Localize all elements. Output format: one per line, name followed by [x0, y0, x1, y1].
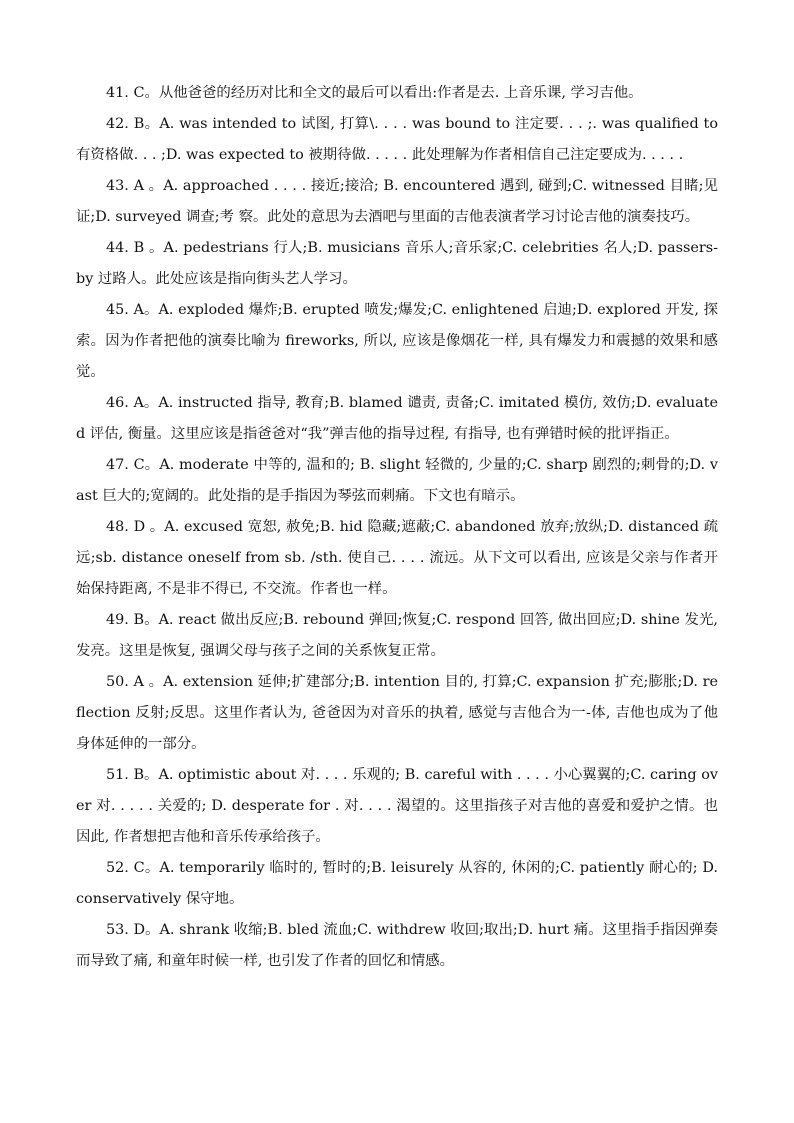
answer-52: 52. C。A. temporarily 临时的, 暂时的;B. leisurely 从容的, 休闲的;C. patiently 耐心的; D. conservatively 保守地。 — [76, 860, 718, 907]
answer-53: 53. D。A. shrank 收缩;B. bled 流血;C. withdrew 收回;取出;D. hurt 痛。这里指手指因弹奏而导致了痛, 和童年时候一样, 也引发了作者的回忆和情感。 — [76, 922, 718, 969]
answer-50: 50. A 。A. extension 延伸;扩建部分;B. intention 目的, 打算;C. expansion 扩充;膨胀;D. reflection 反射;反思。这里作者认为, 爸爸因为对音乐的执着, 感觉与吉他合为一-体, 吉他也成为了他身体延伸的一部分。 — [76, 674, 718, 752]
answer-41: 41. C。从他爸爸的经历对比和全文的最后可以看出:作者是去. 上音乐课, 学习吉他。 — [106, 85, 643, 101]
answer-45: 45. A。A. exploded 爆炸;B. erupted 喷发;爆发;C. enlightened 启迪;D. explored 开发, 探索。因为作者把他的演奏比喻为 fireworks, 所以, 应该是像烟花一样, 具有爆发力和震撼的效果和感觉。 — [76, 302, 718, 380]
answer-49: 49. B。A. react 做出反应;B. rebound 弹回;恢复;C. respond 回答, 做出回应;D. shine 发光, 发亮。这里是恢复, 强调父母与孩子之间的关系恢复正常。 — [76, 612, 718, 659]
answer-48: 48. D 。A. excused 宽恕, 赦免;B. hid 隐藏;遮蔽;C. abandoned 放弃;放纵;D. distanced 疏远;sb. distance oneself from sb. /sth. 使自己. . . . 流远。从下文可以看出, 应该是父亲与作者开始保持距离, 不是非不得已, 不交流。作者也一样。 — [76, 519, 718, 597]
answer-44: 44. B 。A. pedestrians 行人;B. musicians 音乐人;音乐家;C. celebrities 名人;D. passers-by 过路人。此处应该是指向街头艺人学习。 — [76, 240, 718, 287]
answer-42: 42. B。A. was intended to 试图, 打算\. . . . was bound to 注定要. . . ;. was qualified to 有资格做. . . ;D. was expected to 被期待做. . . . . 此处理解为作者相信自己注定要成为. . . . . — [76, 116, 718, 163]
answer-46: 46. A。A. instructed 指导, 教育;B. blamed 谴责, 责备;C. imitated 模仿, 效仿;D. evaluated 评估, 衡量。这里应该是指爸爸对“我”弹吉他的指导过程, 有指导, 也有弹错时候的批评指正。 — [76, 395, 718, 442]
answer-43: 43. A 。A. approached . . . . 接近;接洽; B. encountered 遇到, 碰到;C. witnessed 目睹;见证;D. surveyed 调查;考 察。此处的意思为去酒吧与里面的吉他表演者学习讨论吉他的演奏技巧。 — [76, 178, 718, 225]
answer-47: 47. C。A. moderate 中等的, 温和的; B. slight 轻微的, 少量的;C. sharp 剧烈的;刺骨的;D. vast 巨大的;宽阔的。此处指的是手指因为琴弦而刺痛。下文也有暗示。 — [76, 457, 718, 504]
answer-51: 51. B。A. optimistic about 对. . . . 乐观的; B. careful with . . . . 小心翼翼的;C. caring over 对. . . . . 关爱的; D. desperate for . 对. . . . 渴望的。这里指孩子对吉他的喜爱和爱护之情。也因此, 作者想把吉他和音乐传承给孩子。 — [76, 767, 718, 845]
